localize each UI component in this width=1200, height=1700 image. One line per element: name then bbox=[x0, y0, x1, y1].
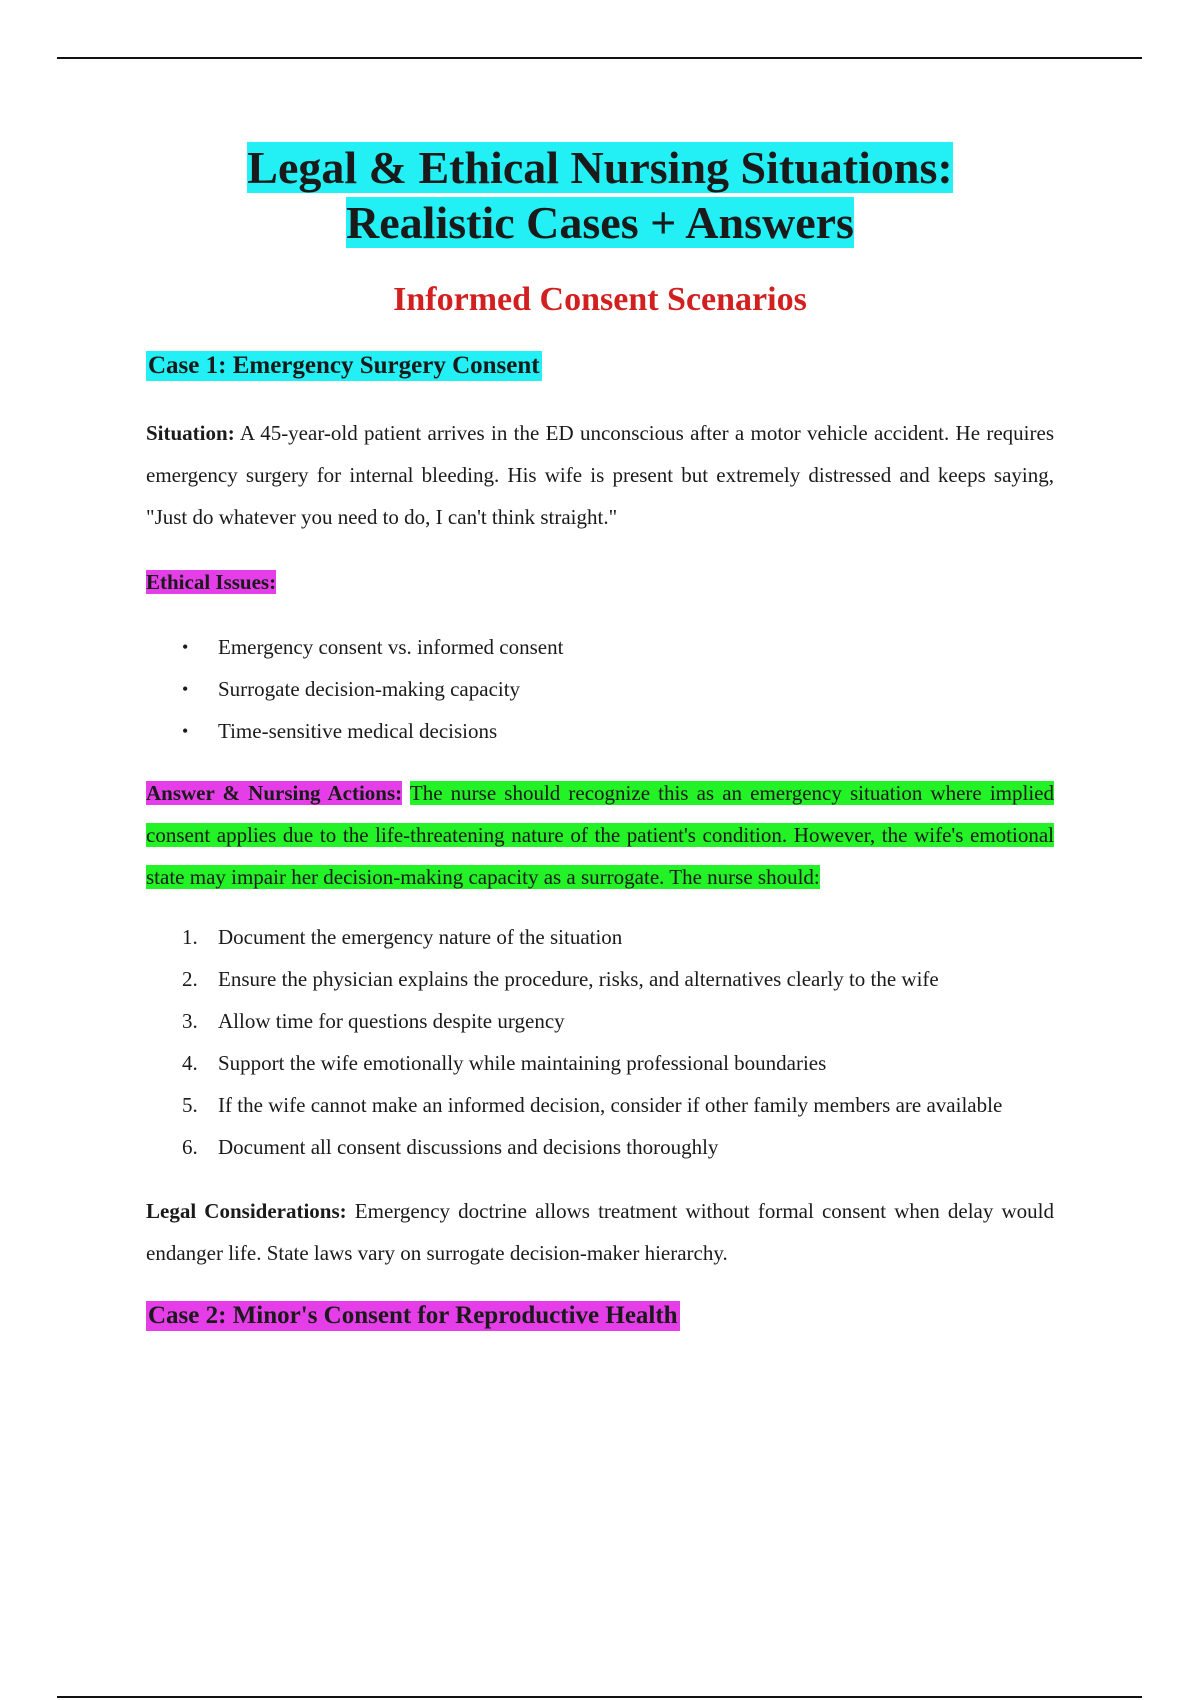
step-text: Support the wife emotionally while maintaining professional boundaries bbox=[218, 1051, 827, 1075]
step-number: 1. bbox=[182, 925, 198, 949]
bottom-rule bbox=[57, 1696, 1142, 1698]
list-item bbox=[146, 1042, 1054, 1084]
step-number: 3. bbox=[182, 1009, 198, 1033]
step-text: If the wife cannot make an informed decision, consider if other family members are available bbox=[218, 1093, 1003, 1117]
situation-label: Situation: bbox=[146, 421, 235, 445]
document-title bbox=[146, 140, 1054, 250]
top-rule bbox=[57, 57, 1142, 59]
case-1-heading bbox=[146, 350, 1054, 382]
answer-label: Answer & Nursing Actions: bbox=[146, 781, 403, 805]
case-2-heading bbox=[146, 1300, 1054, 1332]
document-body bbox=[146, 140, 1054, 1332]
step-text: Allow time for questions despite urgency bbox=[218, 1009, 565, 1033]
legal-label: Legal Considerations: bbox=[146, 1199, 347, 1223]
list-item: • Time-sensitive medical decisions bbox=[146, 710, 1054, 752]
situation-paragraph bbox=[146, 412, 1054, 538]
list-item bbox=[146, 1084, 1054, 1126]
step-text: Document the emergency nature of the situation bbox=[218, 925, 623, 949]
title-line-2: Realistic Cases + Answers bbox=[346, 197, 854, 248]
ethical-issues-label: Ethical Issues: bbox=[146, 570, 277, 594]
answer-text: The nurse should recognize this as an emergency situation where implied consent applies due to the life-threatening nature of the patient's condition. However, the wife's emotional state may impair her decision-making capacity as a surrogate. The nurse should: bbox=[146, 781, 1055, 889]
list-item: • Surrogate decision-making capacity bbox=[146, 668, 1054, 710]
ethical-issues-heading bbox=[146, 566, 1054, 598]
step-number: 5. bbox=[182, 1093, 198, 1117]
list-item bbox=[146, 916, 1054, 958]
legal-considerations-paragraph bbox=[146, 1190, 1054, 1274]
title-line-1: Legal & Ethical Nursing Situations: bbox=[247, 142, 953, 193]
step-number: 4. bbox=[182, 1051, 198, 1075]
list-item bbox=[146, 1126, 1054, 1168]
section-title: Informed Consent Scenarios bbox=[393, 281, 807, 318]
list-item: • Emergency consent vs. informed consent bbox=[146, 626, 1054, 668]
case-2-heading-text: Case 2: Minor's Consent for Reproductive Health bbox=[148, 1302, 678, 1329]
step-text: Document all consent discussions and decisions thoroughly bbox=[218, 1135, 719, 1159]
answer-paragraph bbox=[146, 772, 1054, 898]
step-number: 2. bbox=[182, 967, 198, 991]
step-number: 6. bbox=[182, 1135, 198, 1159]
list-item bbox=[146, 1000, 1054, 1042]
situation-text: A 45-year-old patient arrives in the ED unconscious after a motor vehicle accident. He requires emergency surgery for internal bleeding. His wife is present but extremely distressed and keeps saying, "Just do whatever you need to do, I can't think straight." bbox=[146, 421, 1054, 529]
list-item bbox=[146, 958, 1054, 1000]
ethical-issues-list bbox=[146, 626, 1054, 752]
case-1-heading-text: Case 1: Emergency Surgery Consent bbox=[148, 352, 540, 379]
legal-text: Emergency doctrine allows treatment without formal consent when delay would endanger life. State laws vary on surrogate decision-maker hierarchy. bbox=[146, 1199, 1054, 1265]
step-text: Ensure the physician explains the procedure, risks, and alternatives clearly to the wife bbox=[218, 967, 939, 991]
nursing-steps-list bbox=[146, 916, 1054, 1168]
